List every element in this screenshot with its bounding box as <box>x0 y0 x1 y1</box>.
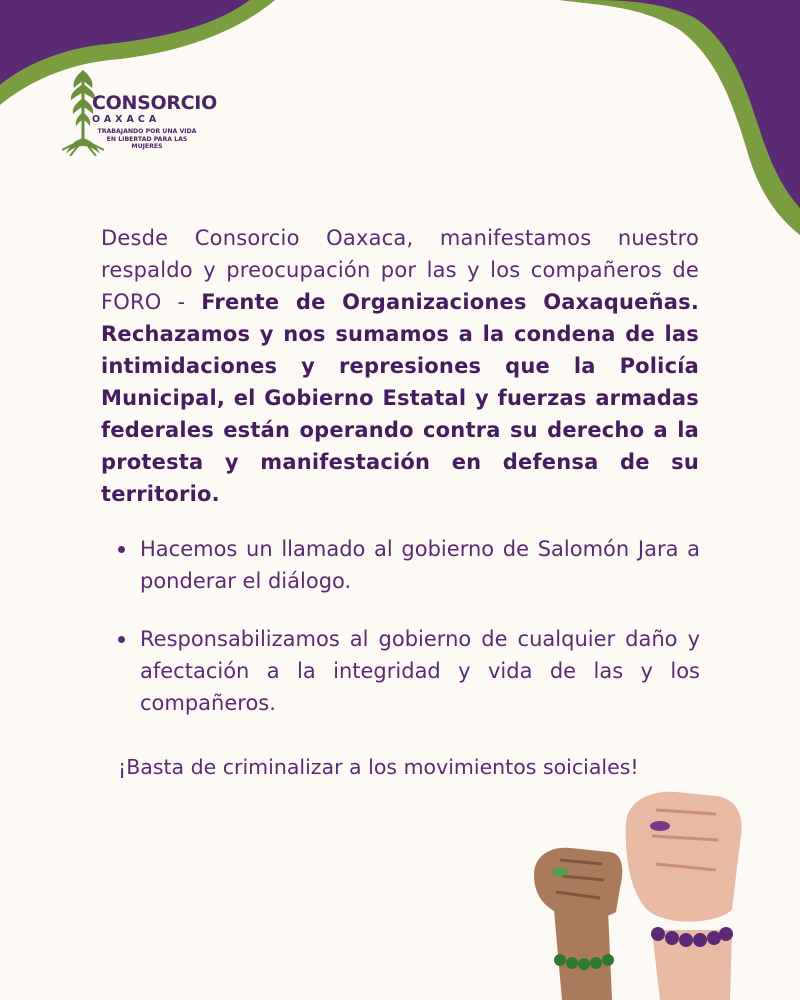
brown-fist <box>534 848 622 918</box>
statement-intro: Desde Consorcio Oaxaca, manifestamos nuestro respaldo y preocupación por las y los compañeros de FORO - <box>101 226 699 314</box>
logo-subtitle: OAXACA <box>92 114 161 125</box>
consorcio-logo <box>62 62 222 162</box>
purple-nail <box>650 821 670 831</box>
green-nail <box>552 868 568 876</box>
list-item: Responsabilizamos al gobierno de cualquier daño y afectación a la integridad y vida de las y los compañeros. <box>118 623 700 719</box>
demands-list <box>118 533 700 745</box>
raised-fists-illustration <box>520 780 800 1000</box>
organization-name: Frente de Organizaciones Oaxaqueñas. <box>201 290 700 314</box>
logo-tagline: TRABAJANDO POR UNA VIDA EN LIBERTAD PARA LAS MUJERES <box>97 128 197 150</box>
statement-paragraph <box>101 222 699 510</box>
closing-slogan: ¡Basta de criminalizar a los movimientos soiciales! <box>118 755 639 779</box>
list-item: Hacemos un llamado al gobierno de Salomón Jara a ponderar el diálogo. <box>118 533 700 597</box>
logo-title: CONSORCIO <box>92 92 217 114</box>
condemnation-text: Rechazamos y nos sumamos a la condena de las intimidaciones y represiones que la Policía Municipal, el Gobierno Estatal y fuerzas armadas federales están operando contra su derecho a la protesta y manifestación en defensa de su territorio. <box>101 322 699 506</box>
